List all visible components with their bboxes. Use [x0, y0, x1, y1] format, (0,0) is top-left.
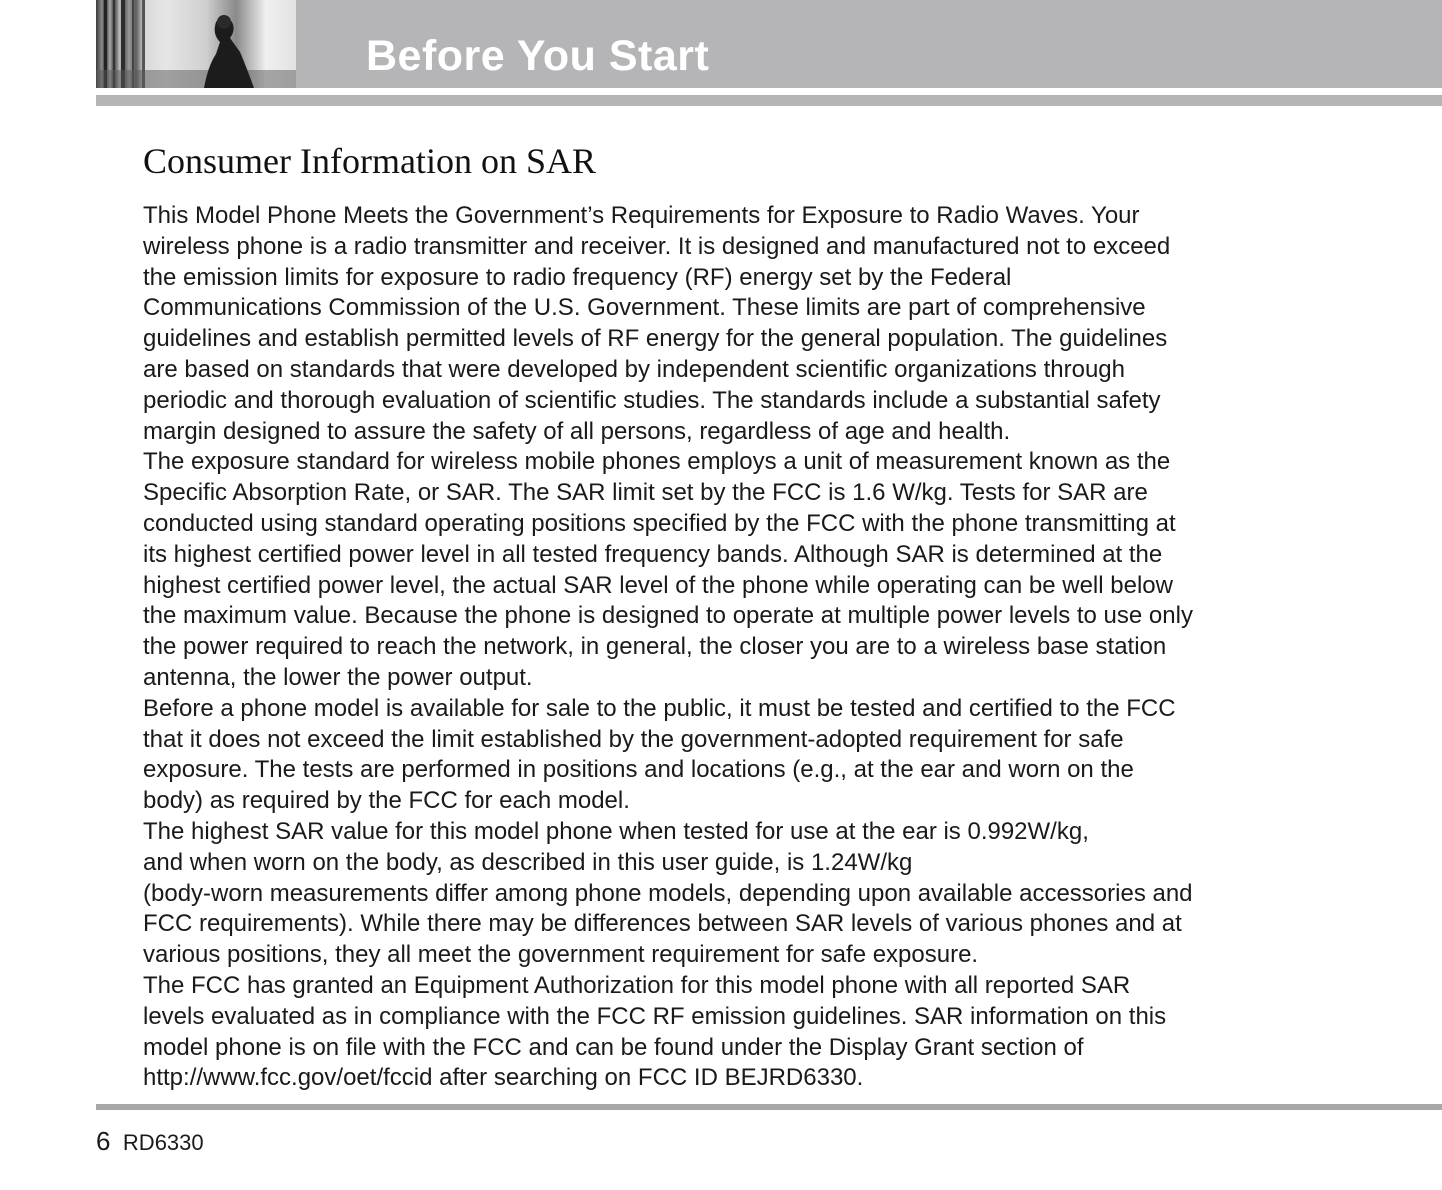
body-line: body) as required by the FCC for each model. — [143, 787, 630, 815]
page-title: Before You Start — [366, 32, 710, 80]
page-number: 6 — [96, 1126, 111, 1156]
body-line: The FCC has granted an Equipment Authorization for this model phone with all reported SAR — [143, 971, 1131, 999]
body-line: are based on standards that were developed by independent scientific organizations through — [143, 355, 1125, 383]
body-line: its highest certified power level in all tested frequency bands. Although SAR is determined at the — [143, 540, 1163, 568]
body-line: This Model Phone Meets the Government’s Requirements for Exposure to Radio Waves. Your — [143, 202, 1140, 229]
body-line: margin designed to assure the safety of all persons, regardless of age and health. — [143, 417, 1011, 445]
footer-divider — [96, 1104, 1442, 1110]
footer — [96, 1126, 204, 1157]
body-line: the emission limits for exposure to radio frequency (RF) energy set by the Federal — [143, 263, 1012, 291]
body-line: various positions, they all meet the government requirement for safe exposure. — [143, 941, 979, 969]
body-line: the power required to reach the network, in general, the closer you are to a wireless base station — [143, 633, 1167, 661]
body-line: FCC requirements). While there may be differences between SAR levels of various phones and at — [143, 910, 1182, 938]
body-text — [143, 201, 1333, 1094]
person-silhouette-photo-icon — [96, 0, 296, 88]
body-line: http://www.fcc.gov/oet/fccid after searching on FCC ID BEJRD6330. — [143, 1064, 864, 1092]
section-title: Consumer Information on SAR — [143, 141, 596, 181]
body-line: highest certified power level, the actual SAR level of the phone while operating can be well below — [143, 571, 1173, 599]
body-line: The highest SAR value for this model phone when tested for use at the ear is 0.992W/kg, — [143, 817, 1089, 845]
body-line: Specific Absorption Rate, or SAR. The SAR limit set by the FCC is 1.6 W/kg. Tests for SAR are — [143, 479, 1148, 507]
body-line: conducted using standard operating positions specified by the FCC with the phone transmitting at — [143, 509, 1176, 537]
body-line: exposure. The tests are performed in positions and locations (e.g., at the ear and worn on the — [143, 756, 1134, 784]
header-divider — [96, 95, 1442, 106]
body-line: model phone is on file with the FCC and can be found under the Display Grant section of — [143, 1033, 1084, 1061]
body-line: levels evaluated as in compliance with the FCC RF emission guidelines. SAR information on this — [143, 1002, 1167, 1030]
body-line: and when worn on the body, as described in this user guide, is 1.24W/kg — [143, 848, 913, 876]
model-name: RD6330 — [122, 1130, 204, 1155]
body-line: The exposure standard for wireless mobile phones employs a unit of measurement known as the — [143, 448, 1171, 476]
body-line: wireless phone is a radio transmitter and receiver. It is designed and manufactured not to exceed — [143, 232, 1171, 260]
body-line: Before a phone model is available for sale to the public, it must be tested and certified to the FCC — [143, 694, 1176, 722]
body-line: that it does not exceed the limit established by the government-adopted requirement for safe — [143, 725, 1124, 753]
body-line: the maximum value. Because the phone is designed to operate at multiple power levels to use only — [143, 602, 1193, 630]
body-line: guidelines and establish permitted levels of RF energy for the general population. The guidelines — [143, 325, 1168, 353]
body-line: Communications Commission of the U.S. Government. These limits are part of comprehensive — [143, 294, 1146, 322]
body-line: (body-worn measurements differ among phone models, depending upon available accessories and — [143, 879, 1193, 907]
body-line: periodic and thorough evaluation of scientific studies. The standards include a substantial safety — [143, 386, 1161, 414]
header-band — [96, 0, 1442, 88]
body-line: antenna, the lower the power output. — [143, 663, 533, 691]
